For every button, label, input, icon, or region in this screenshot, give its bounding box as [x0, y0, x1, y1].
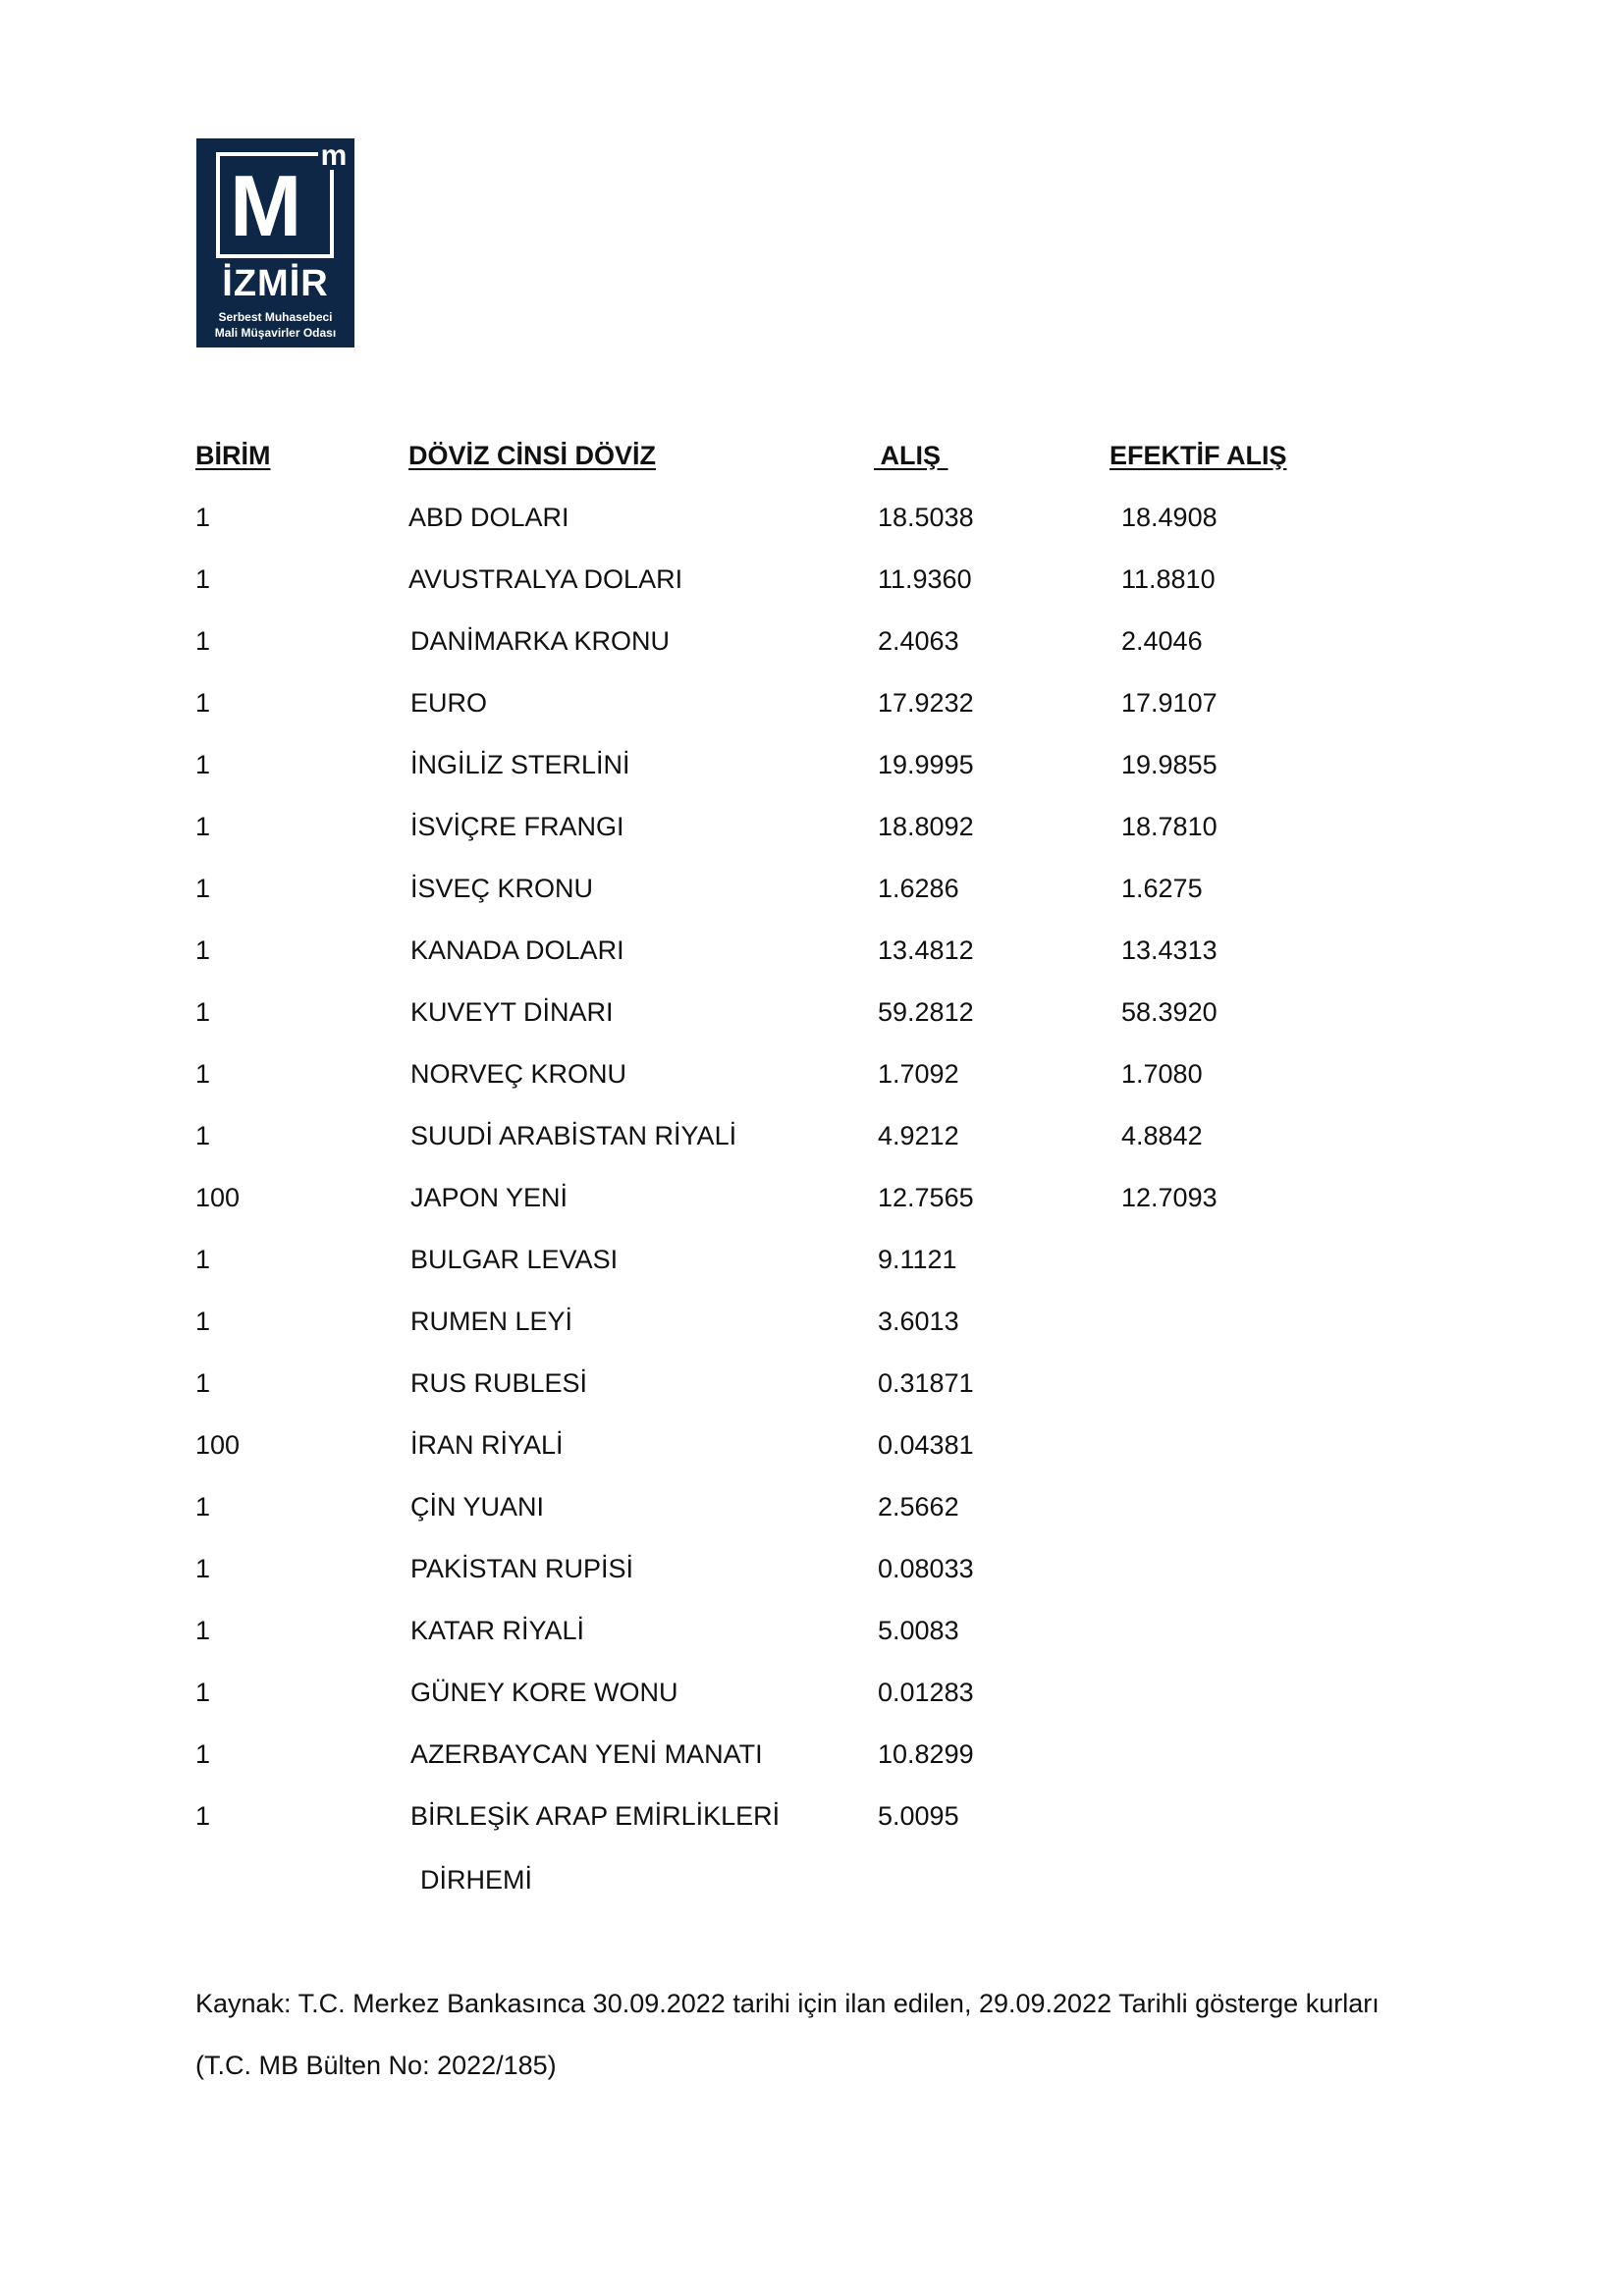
- row-alis: 18.5038: [878, 503, 974, 532]
- row-efektif-alis: 18.7810: [1121, 812, 1218, 841]
- row-doviz-cinsi: RUS RUBLESİ: [410, 1368, 588, 1398]
- row-doviz-cinsi: EURO: [410, 688, 488, 718]
- row-alis: 0.08033: [878, 1554, 974, 1583]
- row-alis: 1.6286: [878, 874, 959, 903]
- row-alis: 2.4063: [878, 626, 959, 656]
- row-alis: 3.6013: [878, 1307, 959, 1336]
- row-birim: 1: [195, 1307, 211, 1336]
- row-birim: 1: [195, 1368, 211, 1398]
- row-alis: 11.9360: [878, 564, 972, 594]
- row-birim: 1: [195, 750, 211, 779]
- row-doviz-cinsi: İSVEÇ KRONU: [410, 874, 594, 903]
- row-birim: 1: [195, 1245, 211, 1274]
- bulletin-note: (T.C. MB Bülten No: 2022/185): [195, 2051, 557, 2080]
- row-doviz-cinsi: SUUDİ ARABİSTAN RİYALİ: [410, 1121, 737, 1150]
- source-note: Kaynak: T.C. Merkez Bankasınca 30.09.2022 tarihi için ilan edilen, 29.09.2022 Tarihli gösterge kurları: [195, 1989, 1380, 2018]
- row-alis: 9.1121: [878, 1245, 957, 1274]
- header-doviz: DÖVİZ CİNSİ DÖVİZ: [408, 441, 657, 470]
- row-alis: 59.2812: [878, 997, 974, 1027]
- row-alis: 0.04381: [878, 1430, 974, 1460]
- row-efektif-alis: 4.8842: [1121, 1121, 1203, 1150]
- row-alis: 10.8299: [878, 1739, 974, 1769]
- row-doviz-cinsi: AZERBAYCAN YENİ MANATI: [410, 1739, 763, 1769]
- row-doviz-cinsi: KATAR RİYALİ: [410, 1616, 585, 1645]
- logo-subtitle-line2: Mali Müşavirler Odası: [214, 326, 337, 340]
- row-doviz-cinsi: JAPON YENİ: [410, 1183, 568, 1212]
- row-doviz-cinsi: PAKİSTAN RUPİSİ: [410, 1554, 634, 1583]
- row-efektif-alis: 2.4046: [1121, 626, 1203, 656]
- row-birim: 1: [195, 874, 211, 903]
- row-doviz-cinsi: İRAN RİYALİ: [410, 1430, 564, 1460]
- row-birim: 1: [195, 503, 211, 532]
- row-doviz-cinsi: GÜNEY KORE WONU: [410, 1678, 678, 1707]
- izmir-smmmo-logo: [196, 138, 354, 347]
- row-alis: 0.31871: [878, 1368, 974, 1398]
- row-alis: 5.0095: [878, 1801, 959, 1831]
- logo-city: İZMİR: [222, 263, 329, 304]
- row-doviz-cinsi: BULGAR LEVASI: [410, 1245, 619, 1274]
- row-alis: 17.9232: [878, 688, 974, 718]
- row-alis: 19.9995: [878, 750, 974, 779]
- row-alis: 18.8092: [878, 812, 974, 841]
- row-birim: 1: [195, 997, 211, 1027]
- row-doviz-cinsi: NORVEÇ KRONU: [410, 1059, 627, 1089]
- row-efektif-alis: 11.8810: [1121, 564, 1216, 594]
- row-birim: 1: [195, 564, 211, 594]
- row-continuation-text: DİRHEMİ: [420, 1865, 532, 1895]
- logo-mark-superscript: m: [318, 144, 350, 170]
- row-birim: 1: [195, 1492, 211, 1522]
- row-doviz-cinsi: KANADA DOLARI: [410, 935, 624, 965]
- row-alis: 2.5662: [878, 1492, 959, 1522]
- row-birim: 1: [195, 812, 211, 841]
- row-doviz-cinsi: ABD DOLARI: [408, 503, 569, 532]
- row-doviz-cinsi: BİRLEŞİK ARAP EMİRLİKLERİ: [410, 1801, 781, 1831]
- row-birim: 1: [195, 1554, 211, 1583]
- row-efektif-alis: 17.9107: [1121, 688, 1218, 718]
- row-efektif-alis: 12.7093: [1121, 1183, 1218, 1212]
- row-birim: 1: [195, 1678, 211, 1707]
- row-birim: 1: [195, 1121, 211, 1150]
- logo-frame: [216, 139, 348, 258]
- logo-mark: M: [230, 157, 300, 254]
- row-birim: 1: [195, 1801, 211, 1831]
- row-efektif-alis: 1.6275: [1121, 874, 1203, 903]
- row-alis: 13.4812: [878, 935, 974, 965]
- row-birim: 100: [195, 1183, 241, 1212]
- row-doviz-cinsi: RUMEN LEYİ: [410, 1307, 573, 1336]
- row-doviz-cinsi: İNGİLİZ STERLİNİ: [410, 750, 630, 779]
- row-birim: 1: [195, 1739, 211, 1769]
- row-efektif-alis: 1.7080: [1121, 1059, 1203, 1089]
- header-alis: ALIŞ: [874, 441, 948, 470]
- row-doviz-cinsi: DANİMARKA KRONU: [410, 626, 671, 656]
- row-birim: 1: [195, 1616, 211, 1645]
- row-birim: 1: [195, 626, 211, 656]
- row-birim: 100: [195, 1430, 241, 1460]
- row-alis: 0.01283: [878, 1678, 974, 1707]
- row-doviz-cinsi: AVUSTRALYA DOLARI: [408, 564, 683, 594]
- row-efektif-alis: 18.4908: [1121, 503, 1218, 532]
- row-efektif-alis: 19.9855: [1121, 750, 1218, 779]
- row-alis: 1.7092: [878, 1059, 959, 1089]
- row-efektif-alis: 13.4313: [1121, 935, 1218, 965]
- row-efektif-alis: 58.3920: [1121, 997, 1218, 1027]
- row-alis: 5.0083: [878, 1616, 959, 1645]
- row-doviz-cinsi: İSVİÇRE FRANGI: [410, 812, 624, 841]
- row-birim: 1: [195, 935, 211, 965]
- row-alis: 12.7565: [878, 1183, 974, 1212]
- logo-subtitle-line1: Serbest Muhasebeci: [218, 310, 333, 324]
- row-doviz-cinsi: ÇİN YUANI: [410, 1492, 545, 1522]
- header-efektif-alis: EFEKTİF ALIŞ: [1110, 441, 1287, 470]
- row-birim: 1: [195, 1059, 211, 1089]
- row-alis: 4.9212: [878, 1121, 959, 1150]
- header-birim: BİRİM: [195, 441, 271, 470]
- row-doviz-cinsi: KUVEYT DİNARI: [410, 997, 614, 1027]
- row-birim: 1: [195, 688, 211, 718]
